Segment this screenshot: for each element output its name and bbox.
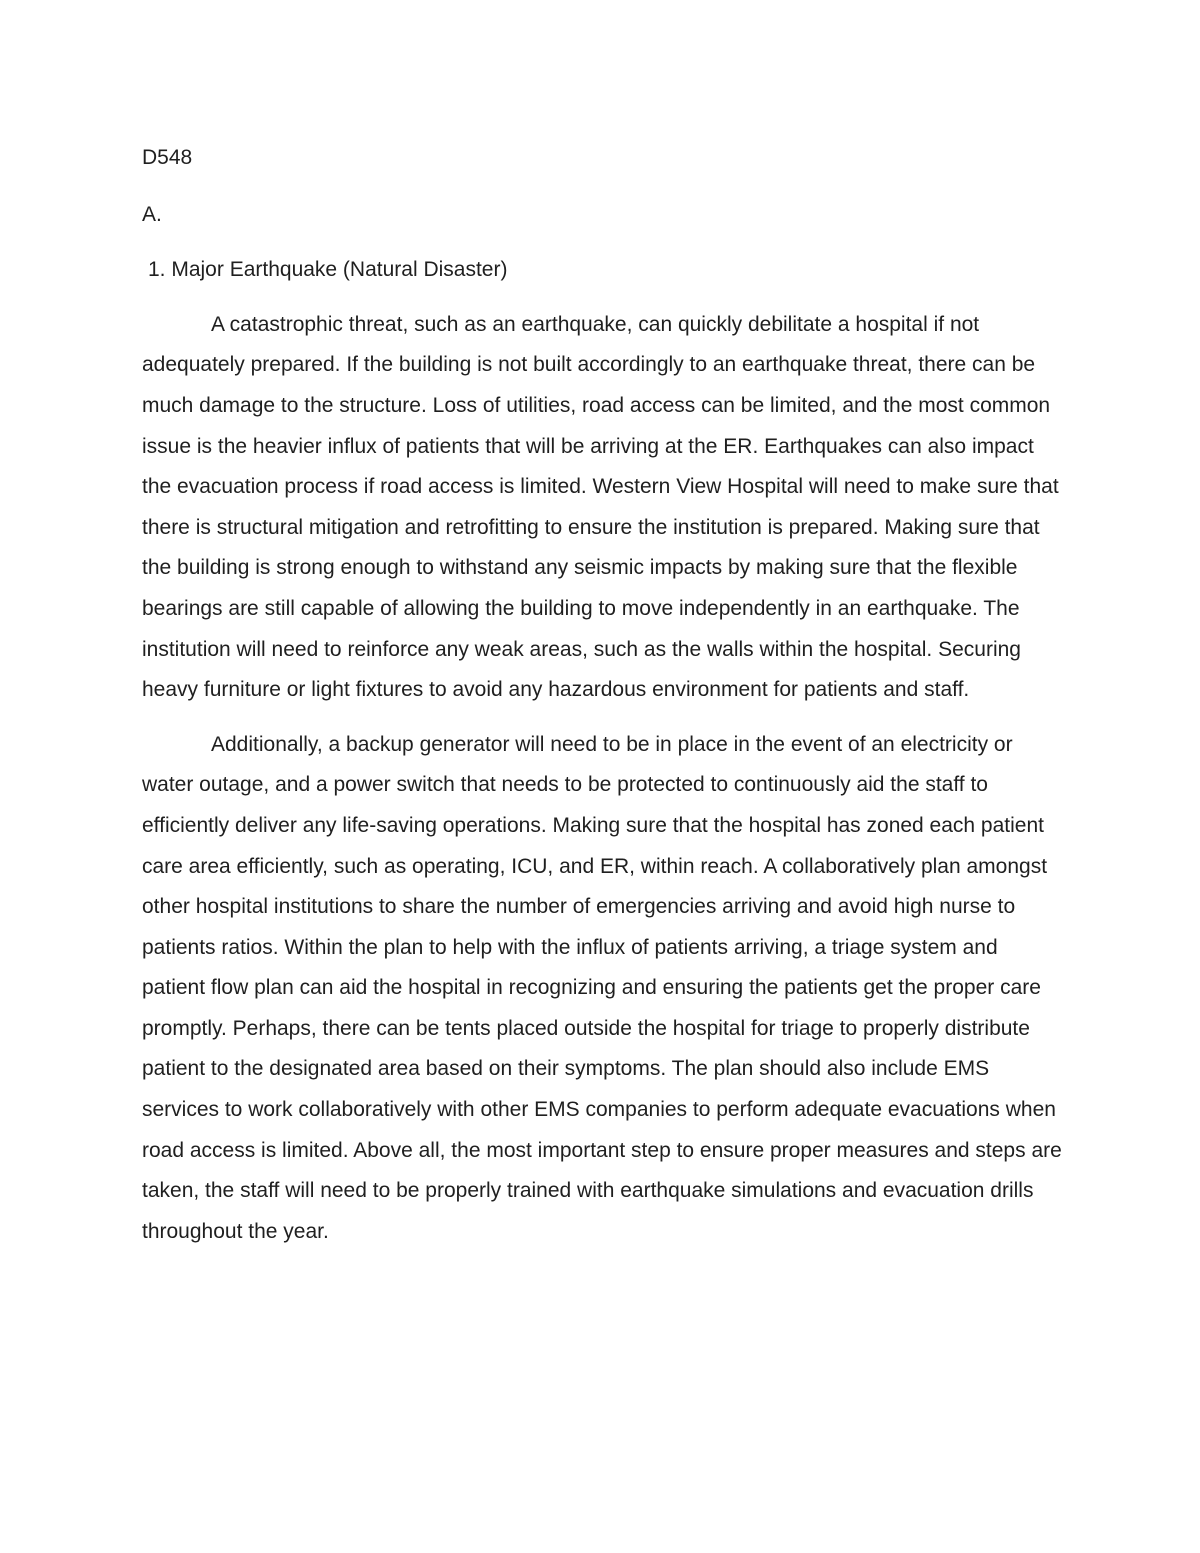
document-body <box>142 138 1062 1252</box>
section-heading: A. <box>142 202 162 226</box>
document-title: D548 <box>142 146 193 169</box>
paragraph-1: A catastrophic threat, such as an earthquake, can quickly debilitate a hospital if not adequately prepared. If the building is not built accordingly to an earthquake threat, there can be much damage to the structure. Loss of utilities, road access can be limited, and the most common issue is the heavier influx of patients that will be arriving at the ER. Earthquakes can also impact the evacuation process if road access is limited. Western View Hospital will need to make sure that there is structural mitigation and retrofitting to ensure the institution is prepared. Making sure that the building is strong enough to withstand any seismic impacts by making sure that the flexible bearings are still capable of allowing the building to move independently in an earthquake. The institution will need to reinforce any weak areas, such as the walls within the hospital. Securing heavy furniture or light fixtures to avoid any hazardous environment for patients and staff. <box>142 312 1059 702</box>
item-heading: 1. Major Earthquake (Natural Disaster) <box>148 258 508 282</box>
paragraph-2: Additionally, a backup generator will need to be in place in the event of an electricity or water outage, and a power switch that needs to be protected to continuously aid the staff to efficiently deliver any life-saving operations. Making sure that the hospital has zoned each patient care area efficiently, such as operating, ICU, and ER, within reach. A collaboratively plan amongst other hospital institutions to share the number of emergencies arriving and avoid high nurse to patients ratios. Within the plan to help with the influx of patients arriving, a triage system and patient flow plan can aid the hospital in recognizing and ensuring the patients get the proper care promptly. Perhaps, there can be tents placed outside the hospital for triage to properly distribute patient to the designated area based on their symptoms. The plan should also include EMS services to work collaboratively with other EMS companies to perform adequate evacuations when road access is limited. Above all, the most important step to ensure proper measures and steps are taken, the staff will need to be properly trained with earthquake simulations and evacuation drills throughout the year. <box>142 732 1062 1243</box>
